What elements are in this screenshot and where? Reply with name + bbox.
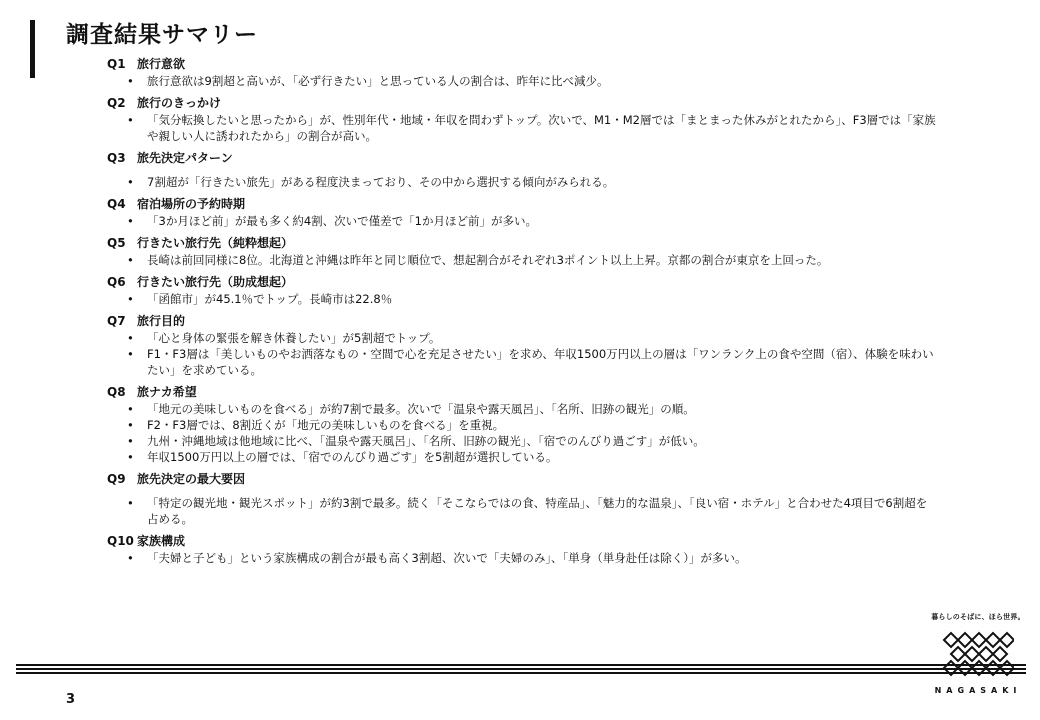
bullet-list (107, 252, 937, 268)
question-number: Q6 (107, 275, 126, 289)
section-q5 (107, 235, 937, 268)
section-q7 (107, 313, 937, 378)
bullet-item: • 「特定の観光地・観光スポット」が約3割で最多。続く「そこならではの食、特産品」、「魅力的な温泉」、「良い宿・ホテル」と合わせた4項目で6割超を占める。 (107, 495, 937, 527)
bullet-item: • F1・F3層は「美しいものやお洒落なもの・空間で心を充足させたい」を求め、年収1500万円以上の層は「ワンランク上の食や空間（宿）、体験を味わいたい」を求めている。 (107, 346, 937, 378)
bullet-list (107, 291, 937, 307)
logo-wordmark: NAGASAKI (934, 686, 1022, 695)
question-title: 行きたい旅行先（純粋想起） (137, 236, 294, 250)
bullet-item: • 「函館市」が45.1％でトップ。長崎市は22.8％ (107, 291, 937, 307)
bullet-list (107, 401, 937, 465)
question-title: 旅行のきっかけ (137, 96, 222, 110)
question-number: Q10 (107, 534, 134, 548)
section-q1 (107, 56, 937, 89)
bullet-item: • 年収1500万円以上の層では、「宿でのんびり過ごす」を5割超が選択している。 (107, 449, 937, 465)
section-heading (107, 384, 937, 401)
bullet-item: • 旅行意欲は9割超と高いが、「必ず行きたい」と思っている人の割合は、昨年に比べ減少。 (107, 73, 937, 89)
bullet-item: • 「心と身体の緊張を解き休養したい」が5割超でトップ。 (107, 330, 937, 346)
bullet-item: • 「気分転換したいと思ったから」が、性別年代・地域・年収を問わずトップ。次いで、M1・M2層では「まとまった休みがとれたから」、F3層では「家族や親しい人に誘われたから」の割合が高い。 (107, 112, 937, 144)
bullet-item: • F2・F3層では、8割近くが「地元の美味しいものを食べる」を重視。 (107, 417, 937, 433)
page-number: 3 (66, 692, 76, 707)
question-number: Q3 (107, 151, 126, 165)
question-number: Q2 (107, 96, 126, 110)
question-title: 旅ナカ希望 (137, 385, 197, 399)
question-title: 行きたい旅行先（助成想起） (137, 275, 294, 289)
question-number: Q5 (107, 236, 126, 250)
nagasaki-logo (928, 612, 1028, 702)
bullet-item: • 「夫婦と子ども」という家族構成の割合が最も高く3割超、次いで「夫婦のみ」、「単身（単身赴任は除く）」が多い。 (107, 550, 937, 566)
bullet-item: • 「地元の美味しいものを食べる」が約7割で最多。次いで「温泉や露天風呂」、「名所、旧跡の観光」の順。 (107, 401, 937, 417)
section-heading (107, 533, 937, 550)
question-number: Q4 (107, 197, 126, 211)
question-number: Q7 (107, 314, 126, 328)
section-q6 (107, 274, 937, 307)
question-title: 家族構成 (137, 534, 186, 548)
question-title: 旅先決定の最大要因 (137, 472, 246, 486)
question-number: Q1 (107, 57, 126, 71)
title-accent-bar (30, 20, 35, 78)
bullet-list (107, 213, 937, 229)
bullet-item: • 「3か月ほど前」が最も多く約4割、次いで僅差で「1か月ほど前」が多い。 (107, 213, 937, 229)
summary-content (107, 56, 937, 570)
bullet-item: • 九州・沖縄地域は他地域に比べ、「温泉や露天風呂」、「名所、旧跡の観光」、「宿でのんびり過ごす」が低い。 (107, 433, 937, 449)
question-title: 旅行目的 (137, 314, 186, 328)
bullet-list (107, 73, 937, 89)
section-q8 (107, 384, 937, 465)
question-title: 旅行意欲 (137, 57, 186, 71)
logo-tagline: 暮らしのそばに、ほら世界。 (931, 613, 1025, 621)
section-heading (107, 196, 937, 213)
question-title: 宿泊場所の予約時期 (137, 197, 246, 211)
section-heading (107, 95, 937, 112)
section-heading (107, 274, 937, 291)
bullet-item: • 7割超が「行きたい旅先」がある程度決まっており、その中から選択する傾向がみられる。 (107, 174, 937, 190)
question-title: 旅先決定パターン (137, 151, 233, 165)
question-number: Q8 (107, 385, 126, 399)
bullet-list (107, 174, 937, 190)
bullet-list (107, 112, 937, 144)
bullet-list (107, 330, 937, 378)
footer-rule (16, 664, 1026, 676)
bullet-list (107, 495, 937, 527)
section-q2 (107, 95, 937, 144)
bullet-item: • 長崎は前回同様に8位。北海道と沖縄は昨年と同じ順位で、想起割合がそれぞれ3ポイント以上上昇。京都の割合が東京を上回った。 (107, 252, 937, 268)
section-q4 (107, 196, 937, 229)
section-heading (107, 150, 937, 167)
section-q10 (107, 533, 937, 566)
section-heading (107, 471, 937, 488)
section-heading (107, 313, 937, 330)
question-number: Q9 (107, 472, 126, 486)
section-heading (107, 235, 937, 252)
section-q9 (107, 471, 937, 527)
section-q3 (107, 150, 937, 190)
section-heading (107, 56, 937, 73)
page-title: 調査結果サマリー (66, 22, 258, 48)
bullet-list (107, 550, 937, 566)
